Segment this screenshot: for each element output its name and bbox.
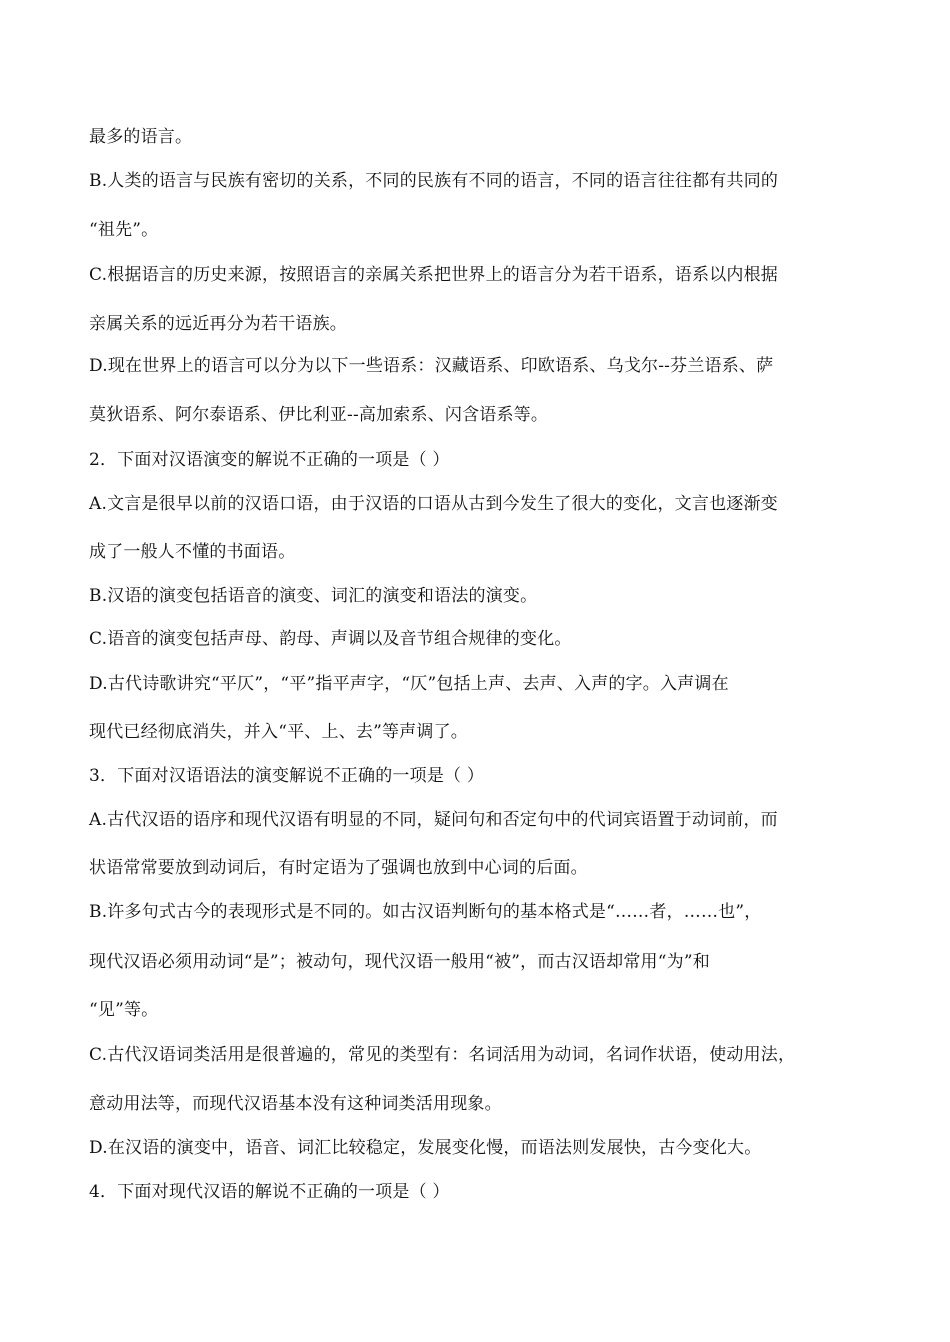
option-a-line: A.文言是很早以前的汉语口语，由于汉语的口语从古到今发生了很大的变化，文言也逐渐变: [89, 494, 778, 514]
text-line: “祖先”。: [89, 220, 159, 240]
option-d-line: D.古代诗歌讲究“平仄”，“平”指平声字，“仄”包括上声、去声、入声的字。入声调在: [89, 674, 729, 694]
option-d-line: D.现在世界上的语言可以分为以下一些语系：汉藏语系、印欧语系、乌戈尔--芬兰语系、萨: [89, 356, 774, 376]
question-2: 2．下面对汉语演变的解说不正确的一项是（ ）: [89, 450, 450, 470]
text-line: 状语常常要放到动词后，有时定语为了强调也放到中心词的后面。: [89, 858, 588, 878]
text-line: 现代汉语必须用动词“是”；被动句，现代汉语一般用“被”，而古汉语却常用“为”和: [89, 952, 710, 972]
text-line: 成了一般人不懂的书面语。: [89, 542, 296, 562]
option-d-line: D.在汉语的演变中，语音、词汇比较稳定，发展变化慢，而语法则发展快，古今变化大。: [89, 1138, 762, 1158]
question-4: 4．下面对现代汉语的解说不正确的一项是（ ）: [89, 1182, 450, 1202]
option-a-line: A.古代汉语的语序和现代汉语有明显的不同，疑问句和否定句中的代词宾语置于动词前，而: [89, 810, 778, 830]
text-line: 莫狄语系、阿尔泰语系、伊比利亚--高加索系、闪含语系等。: [89, 405, 549, 425]
option-b-line: B.人类的语言与民族有密切的关系，不同的民族有不同的语言，不同的语言往往都有共同的: [89, 171, 779, 191]
text-line: 现代已经彻底消失，并入“平、上、去”等声调了。: [89, 722, 468, 742]
text-line: 最多的语言。: [89, 127, 193, 147]
option-c-line: C.古代汉语词类活用是很普遍的，常见的类型有：名词活用为动词，名词作状语，使动用法，: [89, 1045, 796, 1065]
question-3: 3．下面对汉语语法的演变解说不正确的一项是（ ）: [89, 766, 485, 786]
text-line: 意动用法等，而现代汉语基本没有这种词类活用现象。: [89, 1094, 502, 1114]
text-line: 亲属关系的远近再分为若干语族。: [89, 314, 347, 334]
text-line: “见”等。: [89, 1000, 159, 1020]
option-c-line: C.语音的演变包括声母、韵母、声调以及音节组合规律的变化。: [89, 629, 572, 649]
option-b-line: B.汉语的演变包括语音的演变、词汇的演变和语法的演变。: [89, 586, 538, 606]
option-c-line: C.根据语言的历史来源，按照语言的亲属关系把世界上的语言分为若干语系，语系以内根据: [89, 265, 779, 285]
option-b-line: B.许多句式古今的表现形式是不同的。如古汉语判断句的基本格式是“……者，……也”，: [89, 902, 762, 922]
